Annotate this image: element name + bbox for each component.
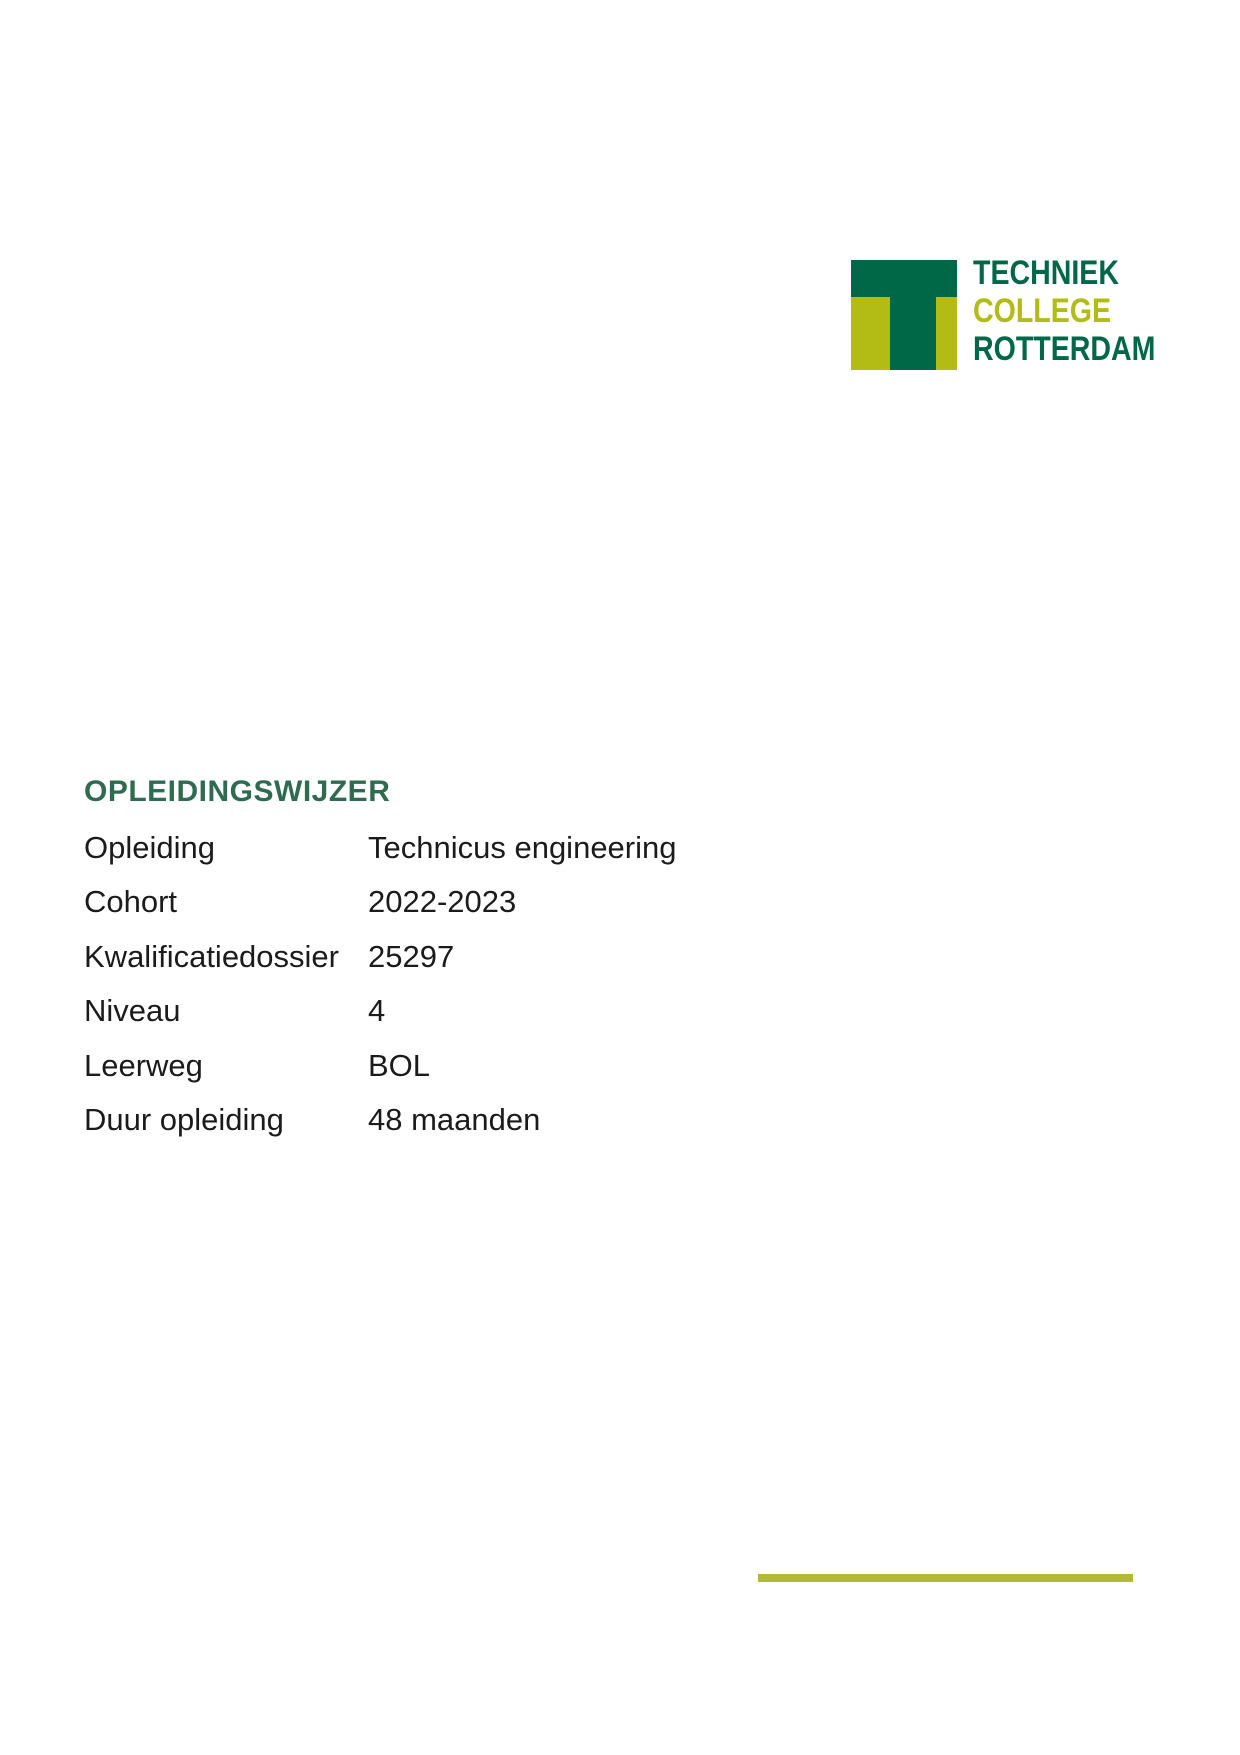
detail-value: 2022-2023 [368,884,517,920]
techniek-college-rotterdam-logo [0,0,1240,400]
detail-value: 48 maanden [368,1101,541,1137]
page-title: OPLEIDINGSWIJZER [84,775,391,808]
table-row [84,1047,984,1101]
logo-wordmark [973,254,1233,368]
detail-value: BOL [368,1047,431,1083]
table-row [84,1101,984,1155]
detail-label: Kwalificatiedossier [84,938,339,974]
detail-label: Niveau [84,993,181,1029]
opleiding-details-table [84,829,984,1155]
logo-line-techniek: TECHNIEK [973,254,1119,292]
logo-line-college: COLLEGE [973,292,1112,330]
table-row [84,938,984,992]
detail-value: Technicus engineering [368,830,677,865]
detail-label: Duur opleiding [84,1101,284,1137]
detail-label: Cohort [84,884,178,920]
table-row [84,829,984,883]
logo-mark-stem [890,297,936,370]
logo-mark-top-bar [851,260,957,297]
logo-mark-columns [851,297,957,370]
detail-label: Leerweg [84,1047,203,1083]
logo-mark-left-block [851,297,890,370]
table-row [84,883,984,937]
logo-t-mark-icon [851,260,957,370]
detail-value: 4 [368,993,386,1029]
detail-value: 25297 [368,938,455,974]
footer-accent-bar [758,1574,1133,1582]
logo-line-rotterdam: ROTTERDAM [973,330,1156,368]
logo-mark-right-block [936,297,957,370]
table-row [84,992,984,1046]
detail-label: Opleiding [84,830,215,865]
